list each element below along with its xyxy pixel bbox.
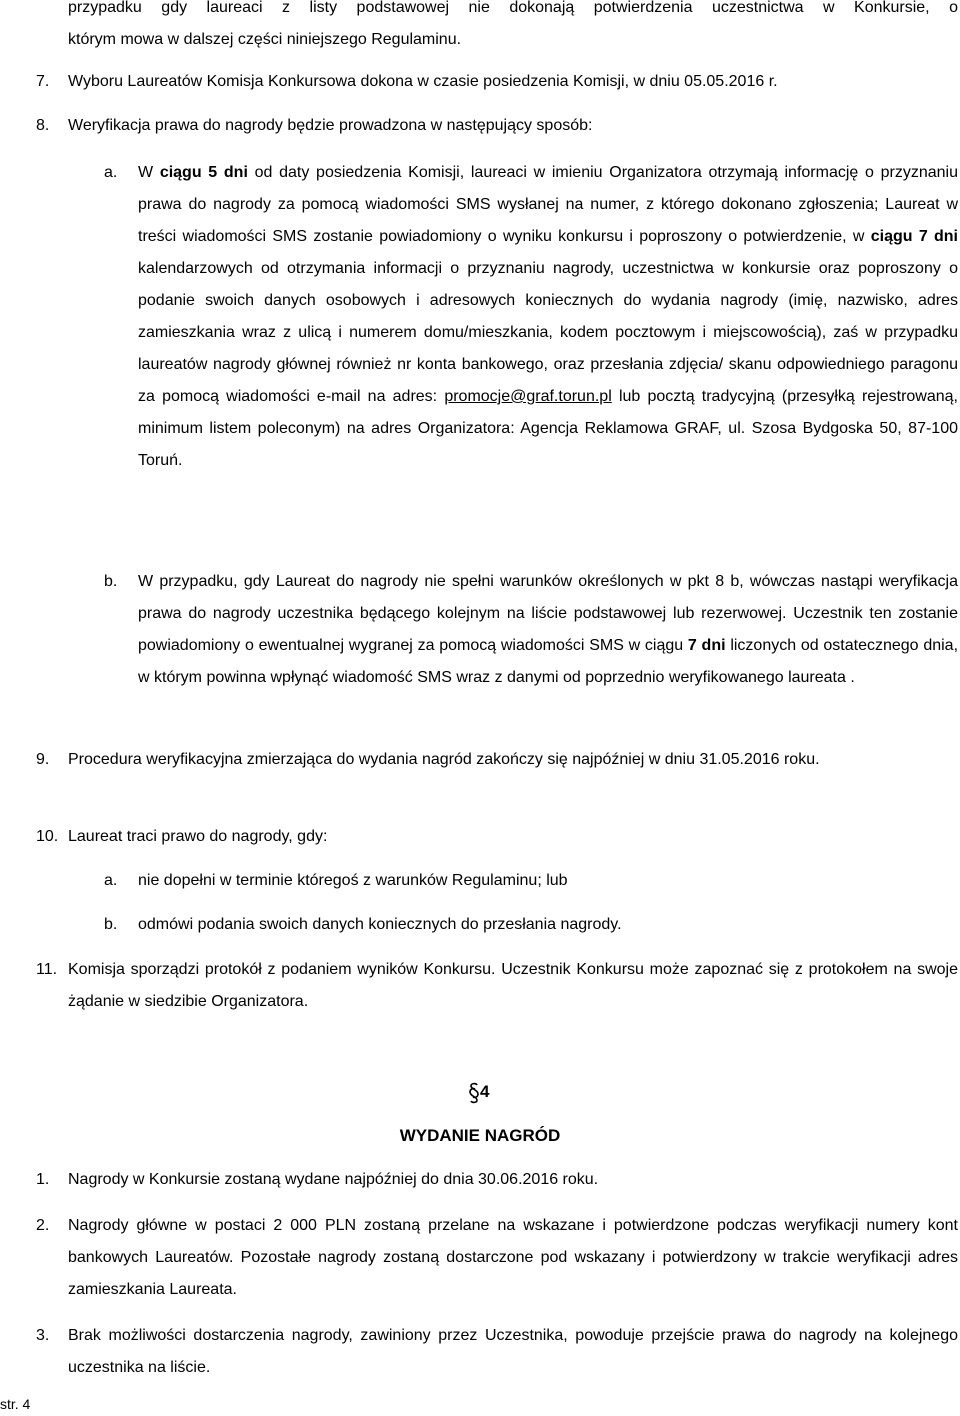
deadline-7-days-b: 7 dni	[687, 637, 726, 654]
section-number: 4	[468, 1082, 489, 1104]
item-10b-text: odmówi podania swoich danych koniecznych do przesłania nagrody.	[138, 916, 622, 933]
section-item-1-text: Nagrody w Konkursie zostaną wydane najpóźniej do dnia 30.06.2016 roku.	[68, 1171, 599, 1188]
item-10b-letter: b.	[104, 916, 118, 933]
item-8-text: Weryfikacja prawa do nagrody będzie prowadzona w następujący sposób:	[68, 117, 593, 134]
item-11-text: Komisja sporządzi protokół z podaniem wyników Konkursu. Uczestnik Konkursu może zapoznać się z protokołem na swoje żądanie w siedzibie Organizatora.	[68, 961, 958, 1010]
deadline-7-days: ciągu 7 dni	[870, 228, 959, 245]
paragraph-tail-line1: przypadku gdy laureaci z listy podstawowej nie dokonają potwierdzenia uczestnictwa w Konkursie, o	[68, 0, 958, 16]
item-10a-text: nie dopełni w terminie któregoś z warunków Regulaminu; lub	[138, 872, 568, 889]
paragraph-tail-line2: którym mowa w dalszej części niniejszego Regulaminu.	[68, 31, 462, 48]
section-item-1-number: 1.	[36, 1171, 50, 1188]
email-link[interactable]: promocje@graf.torun.pl	[444, 388, 612, 405]
item-11-number: 11.	[36, 961, 58, 978]
section-item-2-text: Nagrody główne w postaci 2 000 PLN zostaną przelane na wskazane i potwierdzone podczas weryfikacji numery kont bankowych Laureatów. Pozostałe nagrody zostaną dostarczone pod wskazany i potwierdzony w trakcie weryfikacji adres zamieszkania Laureata.	[68, 1217, 958, 1298]
item-10a-letter: a.	[104, 872, 118, 889]
item-8-number: 8.	[36, 117, 50, 134]
page-number: str. 4	[0, 1396, 31, 1412]
deadline-5-days: ciągu 5 dni	[159, 164, 248, 181]
item-7-text: Wyboru Laureatów Komisja Konkursowa dokona w czasie posiedzenia Komisji, w dniu 05.05.2016 r.	[68, 73, 778, 90]
item-10-text: Laureat traci prawo do nagrody, gdy:	[68, 828, 328, 845]
item-9-number: 9.	[36, 751, 50, 768]
item-9-text: Procedura weryfikacyjna zmierzająca do wydania nagród zakończy się najpóźniej w dniu 31.05.2016 roku.	[68, 751, 820, 768]
section-title: WYDANIE NAGRÓD	[399, 1126, 561, 1145]
item-8a-letter: a.	[104, 164, 118, 181]
item-8b-letter: b.	[104, 573, 118, 590]
section-item-2-number: 2.	[36, 1217, 50, 1234]
item-8a-text: W ciągu 5 dni od daty posiedzenia Komisji, laureaci w imieniu Organizatora otrzymają informację o przyznaniu prawa do nagrody za pomocą wiadomości SMS wysłanej na numer, z którego dokonano zgłoszenia; Laureat w treści wiadomości SMS zostanie powiadomiony o wyniku konkursu i poproszony o potwierdzenie, w ciągu 7 dni kalendarzowych od otrzymania informacji o przyznaniu nagrody, uczestnictwa w konkursie oraz poproszony o podanie swoich danych osobowych i adresowych koniecznych do wydania nagrody (imię, nazwisko, adres zamieszkania wraz z ulicą i numerem domu/mieszkania, kodem pocztowym i miejscowością), zaś w przypadku laureatów nagrody głównej również nr konta bankowego, oraz przesłania zdjęcia/ skanu odpowiedniego paragonu za pomocą wiadomości e-mail na adres: promocje@graf.torun.pl lub pocztą tradycyjną (przesyłką rejestrowaną, minimum listem poleconym) na adres Organizatora: Agencja Reklamowa GRAF, ul. Szosa Bydgoska 50, 87-100 Toruń.	[138, 164, 959, 469]
item-7-number: 7.	[36, 73, 50, 90]
item-10-number: 10.	[36, 828, 59, 845]
item-8b-text: W przypadku, gdy Laureat do nagrody nie spełni warunków określonych w pkt 8 b, wówczas nastąpi weryfikacja prawa do nagrody uczestnika będącego kolejnym na liście podstawowej lub rezerwowej. Uczestnik ten zostanie powiadomiony o ewentualnej wygranej za pomocą wiadomości SMS w ciągu 7 dni liczonych od ostatecznego dnia, w którym powinna wpłynąć wiadomość SMS wraz z danymi od poprzednio weryfikowanego laureata .	[138, 573, 959, 686]
section-item-3-number: 3.	[36, 1327, 50, 1344]
section-item-3-text: Brak możliwości dostarczenia nagrody, zawiniony przez Uczestnika, powoduje przejście prawa do nagrody na kolejnego uczestnika na liście.	[68, 1327, 958, 1376]
section-sign-icon	[468, 1082, 480, 1104]
